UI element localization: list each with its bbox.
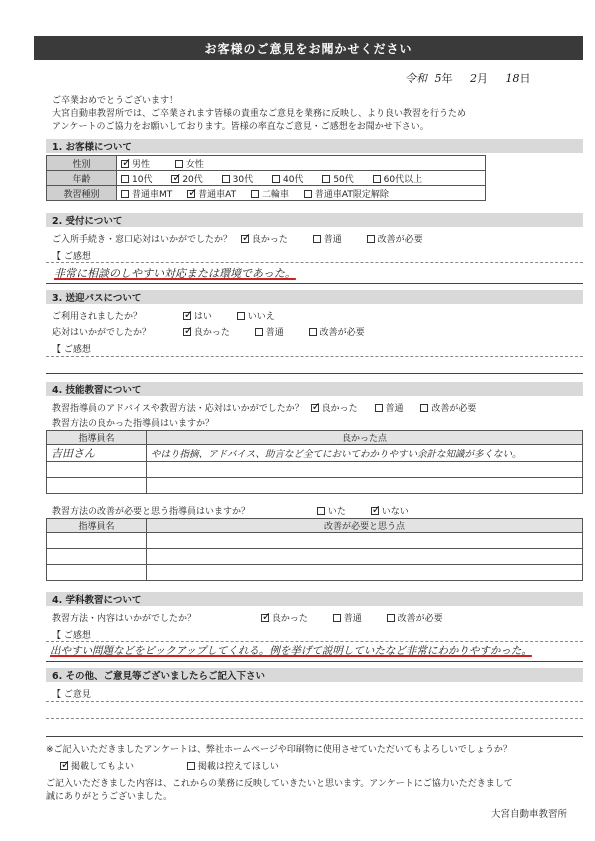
checkbox-icon[interactable] bbox=[373, 175, 381, 183]
customer-info-table bbox=[46, 155, 486, 201]
date bbox=[405, 70, 565, 86]
instructor-name bbox=[47, 565, 147, 581]
section-4-heading: 4. 技能教習について bbox=[46, 382, 583, 396]
option-label: 普通 bbox=[265, 328, 284, 338]
bus-use-row bbox=[52, 309, 297, 322]
divider bbox=[46, 641, 583, 642]
option-label: 二輪車 bbox=[261, 189, 289, 200]
instructor-name bbox=[47, 549, 147, 565]
option-label: いない bbox=[381, 507, 409, 517]
option-label: いいえ bbox=[247, 312, 275, 322]
good-point: やはり指摘、アドバイス、助言など全てにおいてわかりやすい余計な知識が多くない。 bbox=[147, 445, 583, 462]
divider bbox=[46, 356, 583, 357]
divider bbox=[46, 701, 583, 702]
date-year-unit: 年 bbox=[441, 72, 453, 85]
option-label: 良かった bbox=[271, 614, 308, 624]
gender-row bbox=[47, 156, 486, 171]
checkbox-icon[interactable] bbox=[420, 404, 428, 412]
option-label: 普通車AT限定解除 bbox=[314, 189, 389, 200]
table-row bbox=[47, 478, 583, 494]
checkbox-icon[interactable] bbox=[171, 175, 179, 183]
instructor-question: 教習指導員のアドバイスや教習方法・応対はいかがでしたか？ bbox=[52, 404, 304, 414]
checkbox-icon[interactable] bbox=[367, 235, 375, 243]
improvement-point bbox=[147, 565, 583, 581]
gender-options bbox=[117, 156, 486, 171]
good-point bbox=[147, 462, 583, 478]
checkbox-icon[interactable] bbox=[60, 762, 68, 770]
checkbox-icon[interactable] bbox=[371, 507, 379, 515]
option-good[interactable] bbox=[311, 401, 358, 414]
option-40s[interactable] bbox=[272, 172, 303, 185]
option-label: 60代以上 bbox=[383, 174, 423, 185]
table-header bbox=[47, 519, 583, 533]
publish-question: ※ご記入いただきましたアンケートは、弊社ホームページや印刷物に使用させていただいてもよろしいでしょうか？ bbox=[46, 745, 512, 755]
lecture-question: 教習方法・内容はいかがでしたか？ bbox=[52, 614, 197, 624]
instructor-name bbox=[47, 462, 147, 478]
option-female[interactable] bbox=[175, 157, 204, 170]
option-label: 改善が必要 bbox=[431, 404, 477, 414]
option-no[interactable] bbox=[237, 309, 275, 322]
checkbox-icon[interactable] bbox=[251, 190, 259, 198]
course-row bbox=[47, 186, 486, 201]
option-60s[interactable] bbox=[373, 172, 422, 185]
option-needs-improvement[interactable] bbox=[367, 232, 423, 245]
course-label: 教習種別 bbox=[47, 186, 117, 201]
option-50s[interactable] bbox=[322, 172, 353, 185]
lecture-comment-label: 【 ご感想 bbox=[52, 631, 91, 641]
comment-label: ご感想 bbox=[63, 631, 91, 641]
table-header bbox=[47, 431, 583, 445]
section-6-heading: 6. その他、ご意見等ございましたらご記入下さい bbox=[46, 668, 583, 682]
section-5-heading: 4. 学科教習について bbox=[46, 592, 583, 606]
age-options bbox=[117, 171, 486, 186]
checkbox-icon[interactable] bbox=[304, 190, 312, 198]
option-mt[interactable] bbox=[121, 187, 172, 200]
option-publish-no[interactable] bbox=[187, 759, 279, 772]
table-row bbox=[47, 533, 583, 549]
option-good[interactable] bbox=[241, 232, 288, 245]
comment-label: ご意見 bbox=[63, 690, 91, 700]
checkbox-icon[interactable] bbox=[255, 328, 263, 336]
option-present[interactable] bbox=[317, 504, 346, 517]
checkbox-icon[interactable] bbox=[187, 762, 195, 770]
divider bbox=[46, 661, 583, 662]
age-label: 年齢 bbox=[47, 171, 117, 186]
checkbox-icon[interactable] bbox=[375, 404, 383, 412]
date-era: 令和 bbox=[405, 72, 427, 85]
checkbox-icon[interactable] bbox=[183, 312, 191, 320]
section-3-heading: 3. 送迎バスについて bbox=[46, 290, 583, 304]
instructor-name bbox=[47, 533, 147, 549]
bus-service-row bbox=[52, 325, 387, 338]
checkbox-icon[interactable] bbox=[317, 507, 325, 515]
checkbox-icon[interactable] bbox=[313, 235, 321, 243]
checkbox-icon[interactable] bbox=[121, 160, 129, 168]
option-normal[interactable] bbox=[333, 611, 362, 624]
option-label: 40代 bbox=[282, 174, 304, 185]
thanks-line: 誠にありがとうございました。 bbox=[46, 792, 173, 802]
age-row bbox=[47, 171, 486, 186]
reception-question-row bbox=[52, 232, 445, 245]
option-needs-improvement[interactable] bbox=[309, 325, 365, 338]
section-2-heading: 2. 受付について bbox=[46, 213, 583, 227]
option-normal[interactable] bbox=[313, 232, 342, 245]
publish-options bbox=[60, 759, 301, 772]
option-male[interactable] bbox=[121, 157, 150, 170]
intro-line: アンケートのご協力をお願いしております。皆様の率直なご意見・ご感想をお聞かせ下さい。 bbox=[52, 122, 429, 132]
option-publish-ok[interactable] bbox=[60, 759, 134, 772]
option-label: 良かった bbox=[251, 235, 288, 245]
checkbox-icon[interactable] bbox=[222, 175, 230, 183]
option-20s[interactable] bbox=[171, 172, 202, 185]
checkbox-icon[interactable] bbox=[333, 614, 341, 622]
bad-instructor-table bbox=[46, 518, 583, 581]
reception-comment-label: 【 ご感想 bbox=[52, 252, 91, 262]
bus-comment-label: 【 ご感想 bbox=[52, 345, 91, 355]
reception-question: ご入所手続き・窓口応対はいかがでしたか？ bbox=[52, 235, 233, 245]
option-label: 普通 bbox=[385, 404, 404, 414]
date-day: 18 bbox=[505, 72, 520, 85]
good-point bbox=[147, 478, 583, 494]
option-label: 掲載してもよい bbox=[71, 762, 135, 772]
lecture-question-row bbox=[52, 611, 465, 624]
intro-text bbox=[52, 95, 572, 134]
option-label: いた bbox=[327, 507, 346, 517]
column-header-point: 改善が必要と思う点 bbox=[147, 519, 583, 533]
option-label: 良かった bbox=[193, 328, 230, 338]
option-label: はい bbox=[193, 312, 212, 322]
date-month-unit: 月 bbox=[477, 72, 488, 85]
option-normal[interactable] bbox=[255, 325, 284, 338]
table-row bbox=[47, 565, 583, 581]
checkbox-icon[interactable] bbox=[187, 190, 195, 198]
divider bbox=[46, 718, 583, 719]
school-name: 大宮自動車教習所 bbox=[490, 809, 567, 820]
table-row bbox=[47, 462, 583, 478]
column-header-name: 指導員名 bbox=[47, 431, 147, 445]
option-yes[interactable] bbox=[183, 309, 212, 322]
intro-line: ご卒業おめでとうございます！ bbox=[52, 96, 179, 106]
checkbox-icon[interactable] bbox=[309, 328, 317, 336]
comment-label: ご感想 bbox=[63, 252, 91, 262]
divider bbox=[46, 373, 583, 374]
option-normal[interactable] bbox=[375, 401, 404, 414]
instructor-name bbox=[47, 478, 147, 494]
comment-label: ご感想 bbox=[63, 345, 91, 355]
option-label: 普通車AT bbox=[198, 189, 237, 200]
thanks-text bbox=[46, 778, 513, 804]
thanks-line: ご記入いただきました内容は、これからの業務に反映していきたいと思います。アンケートにご協力いただきまして bbox=[46, 779, 513, 789]
bad-instructor-question: 教習方法の改善が必要と思う指導員はいますか？ bbox=[52, 507, 251, 517]
improvement-point bbox=[147, 533, 583, 549]
lecture-comment: 出やすい問題などをピックアップしてくれる。例を挙げて説明していたなど非常にわかりやすかった。 bbox=[50, 645, 532, 657]
checkbox-icon[interactable] bbox=[237, 312, 245, 320]
option-label: 掲載は控えてほしい bbox=[197, 762, 279, 772]
option-label: 普通 bbox=[323, 235, 342, 245]
good-instructor-table bbox=[46, 430, 583, 494]
column-header-point: 良かった点 bbox=[147, 431, 583, 445]
checkbox-icon[interactable] bbox=[183, 328, 191, 336]
instructor-name: 吉田さん bbox=[47, 445, 147, 462]
improvement-point bbox=[147, 549, 583, 565]
table-row bbox=[47, 549, 583, 565]
option-label: 普通 bbox=[343, 614, 362, 624]
divider bbox=[46, 262, 583, 263]
option-label: 30代 bbox=[232, 174, 254, 185]
option-30s[interactable] bbox=[222, 172, 253, 185]
good-instructor-question: 教習方法の良かった指導員はいますか？ bbox=[52, 419, 215, 429]
option-label: 良かった bbox=[321, 404, 358, 414]
option-label: 改善が必要 bbox=[319, 328, 365, 338]
option-needs-improvement[interactable] bbox=[387, 611, 443, 624]
option-label: 改善が必要 bbox=[377, 235, 423, 245]
option-at[interactable] bbox=[187, 187, 236, 200]
section-1-heading: 1. お客様について bbox=[46, 139, 583, 153]
option-label: 改善が必要 bbox=[397, 614, 443, 624]
checkbox-icon[interactable] bbox=[322, 175, 330, 183]
instructor-question-row bbox=[52, 401, 476, 414]
option-motorcycle[interactable] bbox=[251, 187, 289, 200]
checkbox-icon[interactable] bbox=[175, 160, 183, 168]
checkbox-icon[interactable] bbox=[121, 175, 129, 183]
option-absent[interactable] bbox=[371, 504, 409, 517]
bus-service-question: 応対はいかがでしたか？ bbox=[52, 328, 152, 338]
date-month: 2 bbox=[470, 72, 477, 85]
checkbox-icon[interactable] bbox=[387, 614, 395, 622]
checkbox-icon[interactable] bbox=[121, 190, 129, 198]
gender-label: 性別 bbox=[47, 156, 117, 171]
other-comment-label: 【 ご意見 bbox=[52, 690, 91, 700]
option-good[interactable] bbox=[261, 611, 308, 624]
option-label: 20代 bbox=[182, 174, 203, 185]
option-label: 男性 bbox=[132, 159, 151, 170]
option-at-limit[interactable] bbox=[304, 187, 389, 200]
bad-instructor-row bbox=[52, 504, 431, 517]
option-needs-improvement[interactable] bbox=[420, 401, 476, 414]
option-label: 50代 bbox=[333, 174, 354, 185]
option-10s[interactable] bbox=[121, 172, 152, 185]
date-day-unit: 日 bbox=[519, 72, 531, 85]
option-label: 普通車MT bbox=[132, 189, 173, 200]
date-year: 5 bbox=[434, 72, 442, 85]
option-label: 10代 bbox=[132, 174, 153, 185]
checkbox-icon[interactable] bbox=[241, 235, 249, 243]
divider bbox=[46, 736, 583, 737]
table-row bbox=[47, 445, 583, 462]
divider bbox=[46, 283, 583, 284]
reception-comment: 非常に相談のしやすい対応または環境であった。 bbox=[54, 267, 296, 280]
checkbox-icon[interactable] bbox=[272, 175, 280, 183]
form-title: お客様のご意見をお聞かせください bbox=[34, 36, 583, 60]
option-good[interactable] bbox=[183, 325, 230, 338]
option-label: 女性 bbox=[185, 159, 204, 170]
course-options bbox=[117, 186, 486, 201]
checkbox-icon[interactable] bbox=[311, 404, 319, 412]
intro-line: 大宮自動車教習所では、ご卒業されます皆様の貴重なご意見を業務に反映し、より良い教習を行うため bbox=[52, 109, 467, 119]
bus-use-question: ご利用されましたか？ bbox=[52, 312, 143, 322]
checkbox-icon[interactable] bbox=[261, 614, 269, 622]
column-header-name: 指導員名 bbox=[47, 519, 147, 533]
